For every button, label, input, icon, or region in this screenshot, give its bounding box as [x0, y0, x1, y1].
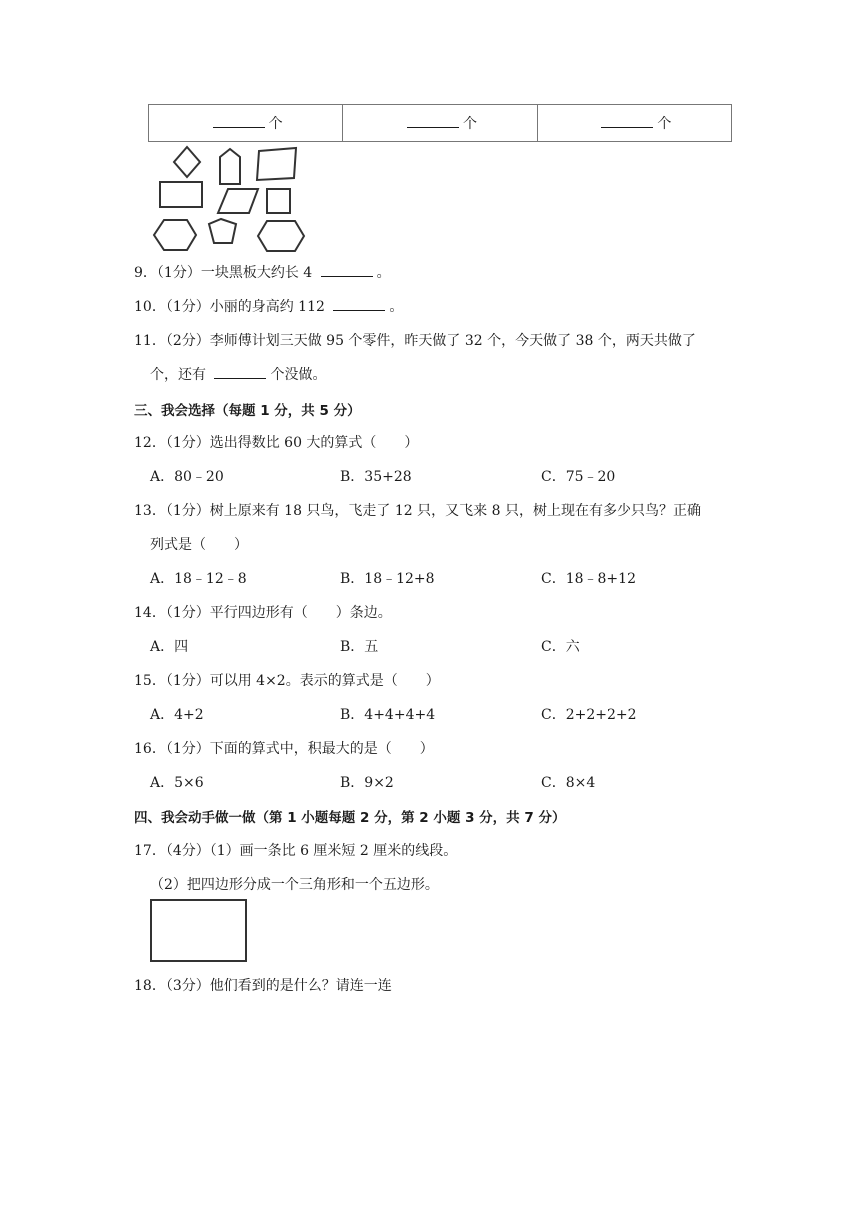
question-text: 10．（1分）小丽的身高约 112	[134, 299, 330, 315]
option-b[interactable]: B．五	[340, 639, 379, 655]
option-a[interactable]: A．80﹣20	[150, 469, 224, 485]
answer-blank[interactable]	[333, 296, 385, 311]
shapes-figure	[148, 144, 310, 254]
option-a[interactable]: A．18﹣12﹣8	[150, 571, 247, 587]
question-15-stem: 15．（1分）可以用 4×2。表示的算式是（ ）	[134, 673, 440, 689]
option-b[interactable]: B．18﹣12+8	[340, 571, 435, 587]
quadrilateral-drawing-area[interactable]	[150, 899, 247, 962]
answer-blank[interactable]	[601, 113, 653, 128]
count-cell	[149, 105, 343, 142]
question-12-stem: 12．（1分）选出得数比 60 大的算式（ ）	[134, 435, 419, 451]
question-11-line1: 11．（2分）李师傅计划三天做 95 个零件，昨天做了 32 个，今天做了 38 个，两天共做了	[134, 333, 696, 349]
question-text: 。	[389, 299, 404, 315]
option-b[interactable]: B．35+28	[340, 469, 412, 485]
figure-background	[148, 144, 310, 254]
question-13-stem-cont: 列式是（ ）	[150, 537, 248, 553]
question-text: 个没做。	[270, 367, 327, 383]
question-17-part1: 17．（4分）（1）画一条比 6 厘米短 2 厘米的线段。	[134, 843, 458, 859]
question-11-line2	[150, 364, 326, 384]
question-9	[134, 262, 391, 282]
option-a[interactable]: A．5×6	[150, 775, 204, 791]
question-18: 18．（3分）他们看到的是什么？请连一连	[134, 978, 392, 994]
count-cell	[343, 105, 537, 142]
option-b[interactable]: B．9×2	[340, 775, 394, 791]
question-17-part2: （2）把四边形分成一个三角形和一个五边形。	[150, 877, 439, 893]
question-text: 。	[376, 265, 391, 281]
option-c[interactable]: C．18﹣8+12	[541, 571, 636, 587]
unit-label: 个	[268, 116, 283, 132]
question-14-stem: 14．（1分）平行四边形有（ ）条边。	[134, 605, 392, 621]
question-text: 9．（1分）一块黑板大约长 4	[134, 265, 317, 281]
option-c[interactable]: C．2+2+2+2	[541, 707, 637, 723]
option-b[interactable]: B．4+4+4+4	[340, 707, 436, 723]
section-heading: 四、我会动手做一做（第 1 小题每题 2 分，第 2 小题 3 分，共 7 分）	[134, 810, 566, 826]
option-c[interactable]: C．8×4	[541, 775, 596, 791]
answer-blank[interactable]	[213, 113, 265, 128]
unit-label: 个	[462, 116, 477, 132]
count-cell	[537, 105, 731, 142]
count-table	[148, 104, 732, 142]
question-16-stem: 16．（1分）下面的算式中，积最大的是（ ）	[134, 741, 434, 757]
option-c[interactable]: C．六	[541, 639, 580, 655]
question-text: 个，还有	[150, 367, 211, 383]
option-a[interactable]: A．四	[150, 639, 189, 655]
section-heading: 三、我会选择（每题 1 分，共 5 分）	[134, 403, 361, 419]
answer-blank[interactable]	[407, 113, 459, 128]
option-c[interactable]: C．75﹣20	[541, 469, 616, 485]
question-10	[134, 296, 403, 316]
answer-blank[interactable]	[214, 364, 266, 379]
option-a[interactable]: A．4+2	[150, 707, 204, 723]
question-13-stem: 13．（1分）树上原来有 18 只鸟，飞走了 12 只，又飞来 8 只，树上现在有多少只鸟？正确	[134, 503, 701, 519]
unit-label: 个	[657, 116, 672, 132]
answer-blank[interactable]	[321, 262, 373, 277]
